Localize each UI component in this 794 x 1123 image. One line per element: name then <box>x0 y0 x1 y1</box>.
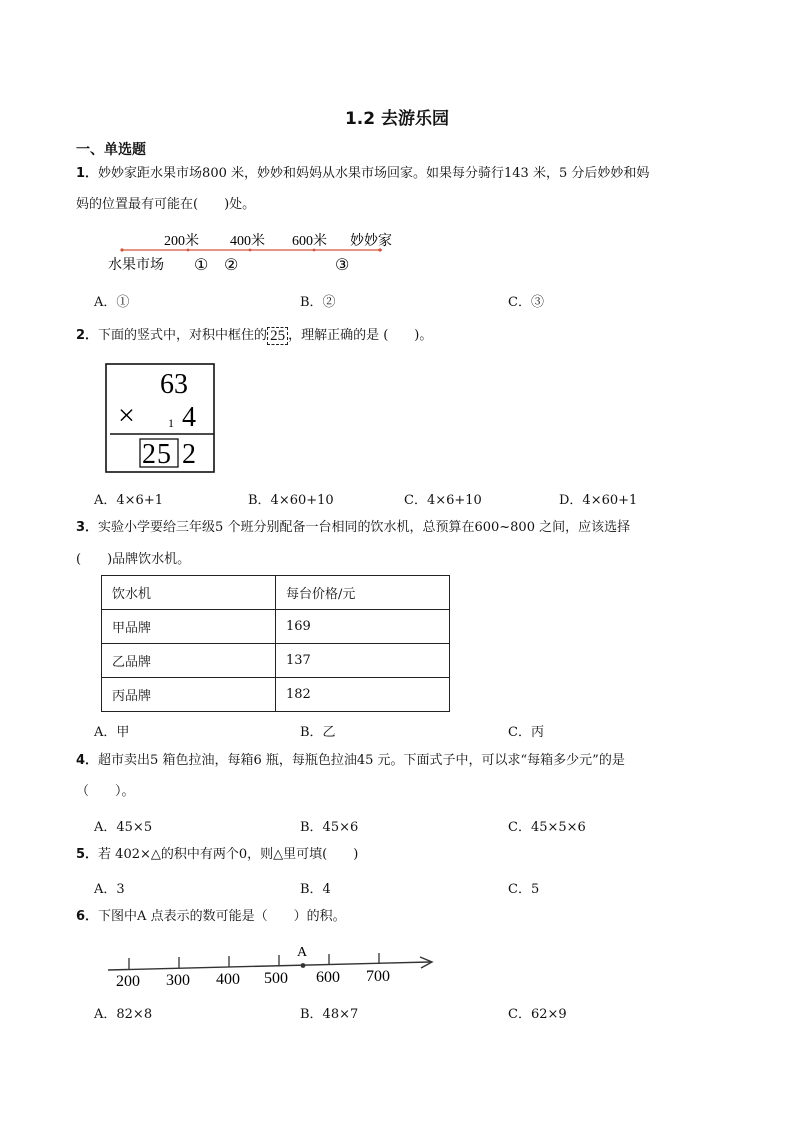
label-600m: 600米 <box>292 234 327 249</box>
option-c: C．62×9 <box>508 1007 567 1022</box>
option-a: A．3 <box>94 882 125 897</box>
option-b: B．乙 <box>300 725 336 740</box>
table-header-row <box>102 576 450 610</box>
road-point <box>187 249 190 252</box>
distance-diagram <box>100 228 400 278</box>
table-cell: 丙品牌 <box>102 678 276 712</box>
question-number: 5． <box>76 847 99 862</box>
label-market: 水果市场 <box>108 258 164 273</box>
question-4 <box>76 751 625 771</box>
question-text: 下面的竖式中，对积中框住的 <box>98 328 268 343</box>
table-row <box>102 644 450 678</box>
question-text-end: ，理解正确的是 ( )。 <box>288 328 433 343</box>
option-c: C．45×5×6 <box>508 820 586 835</box>
page-title: 1.2 去游乐园 <box>344 109 450 129</box>
question-3-line2: ( )品牌饮水机。 <box>76 552 191 567</box>
marker-3: ③ <box>335 257 350 274</box>
question-number: 1． <box>76 166 99 181</box>
marker-1: ① <box>194 257 209 274</box>
table-cell: 甲品牌 <box>102 610 276 644</box>
option-b: B．45×6 <box>300 820 359 835</box>
option-d: D．4×60+1 <box>559 493 638 508</box>
option-b: B．48×7 <box>300 1007 359 1022</box>
option-a: A．45×5 <box>94 820 153 835</box>
tick-label: 600 <box>316 969 340 986</box>
multiplication-figure <box>104 362 216 474</box>
option-a: A．① <box>94 295 130 310</box>
road-point <box>313 249 316 252</box>
question-number: 3． <box>76 520 99 535</box>
question-6 <box>76 907 346 927</box>
option-b: B．4 <box>300 882 331 897</box>
option-c: C．5 <box>508 882 540 897</box>
option-b: B．4×60+10 <box>248 493 334 508</box>
option-c: C．4×6+10 <box>404 493 482 508</box>
table-cell: 137 <box>276 644 450 678</box>
boxed-digits: 25 <box>267 327 288 345</box>
option-b: B．② <box>300 295 336 310</box>
question-text: 妙妙家距水果市场800 米，妙妙和妈妈从水果市场回家。如果每分骑行143 米，5 分后妙妙和妈 <box>98 166 650 181</box>
table-cell: 乙品牌 <box>102 644 276 678</box>
question-number: 4． <box>76 753 99 768</box>
product-last-digit: 2 <box>182 439 196 470</box>
table-header: 每台价格/元 <box>276 576 450 610</box>
product-boxed-digits: 25 <box>142 439 172 470</box>
table-header: 饮水机 <box>102 576 276 610</box>
option-a: A．甲 <box>94 725 130 740</box>
label-400m: 400米 <box>230 234 265 249</box>
question-text: 超市卖出5 箱色拉油，每箱6 瓶，每瓶色拉油45 元。下面式子中，可以求“每箱多少元”的是 <box>98 753 625 768</box>
multiplicand: 63 <box>160 369 188 400</box>
question-5 <box>76 845 358 865</box>
question-4-line2: （ ）。 <box>76 784 135 799</box>
option-a: A．82×8 <box>94 1007 153 1022</box>
point-a <box>301 963 306 968</box>
question-number: 2． <box>76 328 99 343</box>
question-1-line2: 妈的位置最有可能在( )处。 <box>76 197 256 212</box>
multiplier: 4 <box>182 402 196 433</box>
number-line <box>104 940 440 992</box>
question-1 <box>76 164 649 184</box>
tick-label: 200 <box>116 973 140 990</box>
section-heading: 一、单选题 <box>76 142 146 158</box>
option-c: C．③ <box>508 295 544 310</box>
tick-label: 300 <box>166 972 190 989</box>
label-200m: 200米 <box>164 234 199 249</box>
table-row <box>102 678 450 712</box>
question-text: 下图中A 点表示的数可能是（ ）的积。 <box>98 909 346 924</box>
times-sign: × <box>118 399 135 432</box>
table-cell: 169 <box>276 610 450 644</box>
carry-digit: 1 <box>168 416 174 430</box>
question-2 <box>76 326 432 346</box>
tick-label: 500 <box>264 970 288 987</box>
price-table <box>101 575 450 712</box>
table-cell: 182 <box>276 678 450 712</box>
marker-2: ② <box>224 257 239 274</box>
point-a-label: A <box>297 945 308 960</box>
question-number: 6． <box>76 909 99 924</box>
question-text: 实验小学要给三年级5 个班分别配备一台相同的饮水机，总预算在600~800 之间，应该选择 <box>98 520 631 535</box>
option-a: A．4×6+1 <box>94 493 163 508</box>
question-text: 若 402×△的积中有两个0，则△里可填( ) <box>98 847 359 862</box>
question-3 <box>76 518 630 538</box>
table-row <box>102 610 450 644</box>
tick-label: 400 <box>216 971 240 988</box>
road-point <box>120 248 123 251</box>
road-point <box>249 249 252 252</box>
label-home: 妙妙家 <box>350 234 392 249</box>
tick-label: 700 <box>366 968 390 985</box>
option-c: C．丙 <box>508 725 544 740</box>
